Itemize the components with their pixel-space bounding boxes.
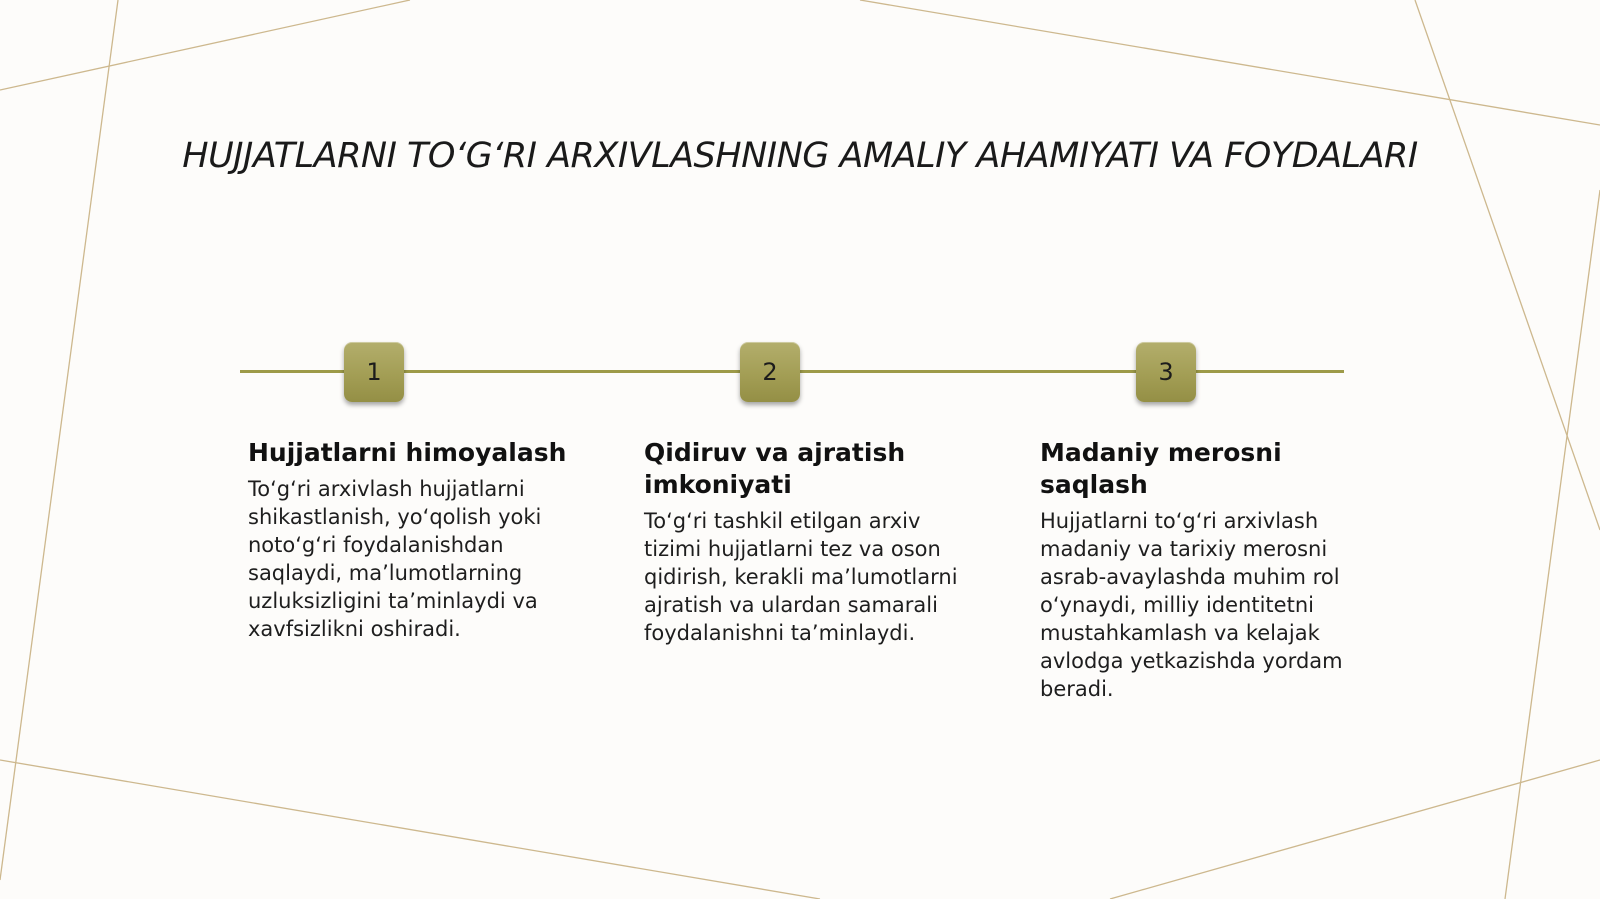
slide-title: HUJJATLARNI TO‘G‘RI ARXIVLASHNING AMALIY AHAMIYATI VA FOYDALARI	[182, 136, 1418, 176]
step-heading: Qidiruv va ajratish imkoniyati	[644, 438, 906, 499]
step-card-3	[1040, 437, 1370, 703]
step-description: To‘g‘ri tashkil etilgan arxiv tizimi hujjatlarni tez va oson qidirish, kerakli ma’lumotlarni ajratish va ulardan samarali foydalanishni ta’minlaydi.	[644, 509, 958, 645]
step-heading: Madaniy merosni saqlash	[1040, 438, 1282, 499]
step-description: To‘g‘ri arxivlash hujjatlarni shikastlanish, yo‘qolish yoki noto‘g‘ri foydalanishdan saqlaydi, ma’lumotlarning uzluksizligini ta’minlaydi va xavfsizlikni oshiradi.	[248, 477, 542, 641]
step-card-1	[248, 437, 578, 643]
step-badge-2: 2	[740, 342, 800, 402]
step-badge-1: 1	[344, 342, 404, 402]
step-card-2	[644, 437, 974, 647]
step-description: Hujjatlarni to‘g‘ri arxivlash madaniy va tarixiy merosni asrab-avaylashda muhim rol o‘ynaydi, milliy identitetni mustahkamlash va kelajak avlodga yetkazishda yordam beradi.	[1040, 509, 1343, 701]
step-badge-3: 3	[1136, 342, 1196, 402]
step-heading: Hujjatlarni himoyalash	[248, 438, 567, 467]
